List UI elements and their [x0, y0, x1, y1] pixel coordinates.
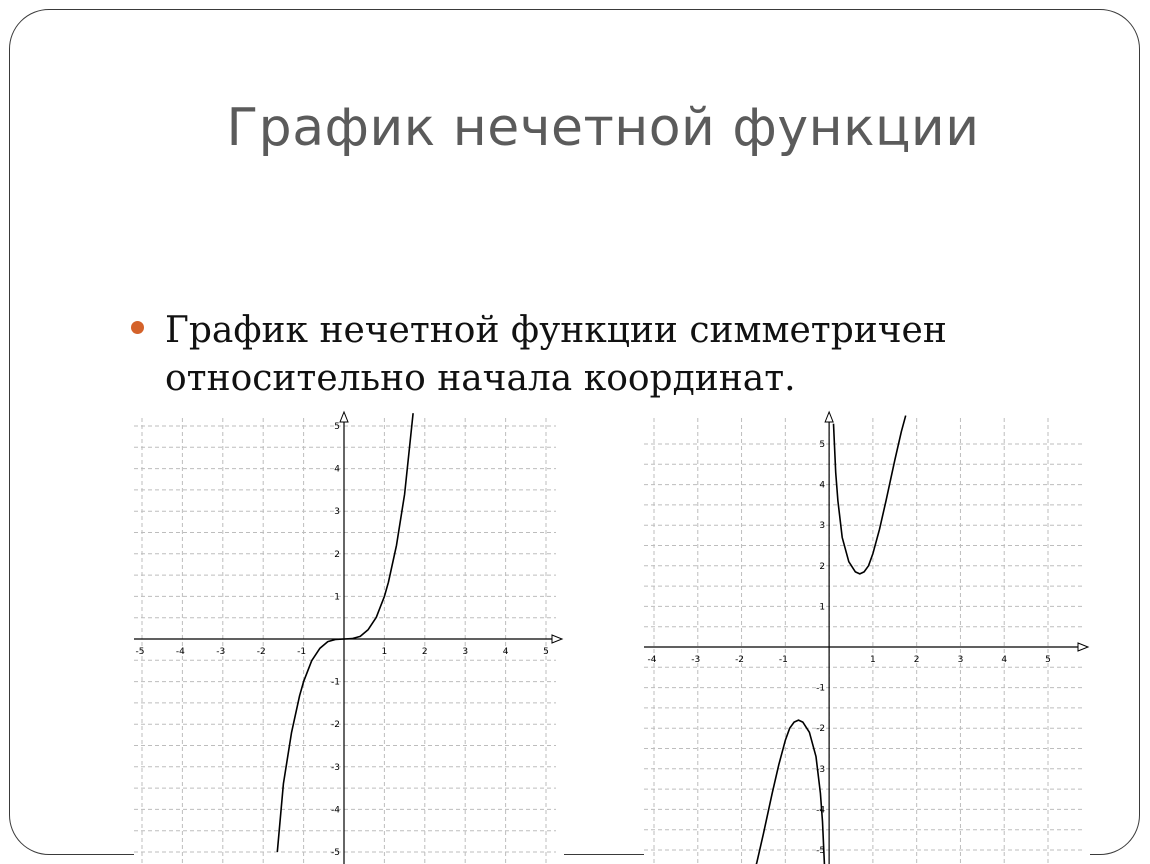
x-tick-label: 3 [462, 647, 469, 657]
y-tick-label: -1 [331, 677, 340, 688]
x-tick-label: -3 [691, 655, 701, 665]
y-tick-label: 3 [334, 507, 340, 518]
y-tick-label: 5 [334, 422, 340, 432]
function-curve [834, 416, 906, 574]
y-tick-label: -3 [331, 762, 340, 773]
y-tick-label: -4 [331, 805, 340, 816]
y-tick-label: 1 [819, 602, 826, 613]
x-tick-label: 2 [913, 655, 920, 665]
y-tick-label: -2 [331, 720, 340, 731]
x-tick-label: 5 [543, 647, 549, 657]
chart-left [134, 410, 564, 864]
x-tick-label: -4 [175, 647, 185, 657]
bullet-dot [131, 321, 144, 334]
y-tick-label: 3 [819, 521, 826, 532]
x-axis-arrow [552, 635, 562, 643]
x-tick-label: -1 [778, 655, 788, 665]
x-tick-label: -2 [256, 647, 266, 657]
x-tick-label: -4 [647, 655, 657, 665]
y-tick-label: -2 [816, 724, 826, 735]
y-tick-label: 4 [819, 480, 826, 491]
chart-right [644, 410, 1090, 864]
x-tick-label: 5 [1045, 655, 1051, 665]
x-tick-label: 3 [957, 655, 964, 665]
y-tick-label: 2 [819, 561, 826, 572]
x-tick-label: 4 [502, 647, 509, 657]
function-curve [753, 720, 825, 864]
x-tick-label: -3 [216, 647, 226, 657]
x-axis-arrow [1078, 643, 1088, 651]
y-axis-arrow [340, 412, 348, 422]
x-tick-label: 1 [381, 647, 388, 657]
y-axis-arrow [825, 412, 833, 422]
y-tick-label: 2 [334, 549, 340, 560]
x-tick-label: -2 [735, 655, 745, 665]
y-tick-label: -5 [331, 848, 340, 858]
bullet-text: График нечетной функции симметричен относительно начала координат. [165, 310, 947, 399]
y-tick-label: -1 [816, 683, 826, 694]
function-curve [277, 413, 413, 852]
slide-title: График нечетной функции [226, 98, 980, 158]
x-tick-label: -1 [297, 647, 307, 657]
x-tick-label: -5 [135, 647, 145, 657]
x-tick-label: 1 [870, 655, 876, 665]
x-tick-label: 2 [421, 647, 428, 657]
y-tick-label: -5 [816, 846, 826, 856]
y-tick-label: 5 [819, 440, 826, 450]
y-tick-label: 4 [334, 464, 340, 475]
y-tick-label: 1 [334, 592, 340, 603]
y-tick-label: -4 [816, 805, 826, 816]
x-tick-label: 4 [1001, 655, 1008, 665]
y-tick-label: -3 [816, 764, 826, 775]
